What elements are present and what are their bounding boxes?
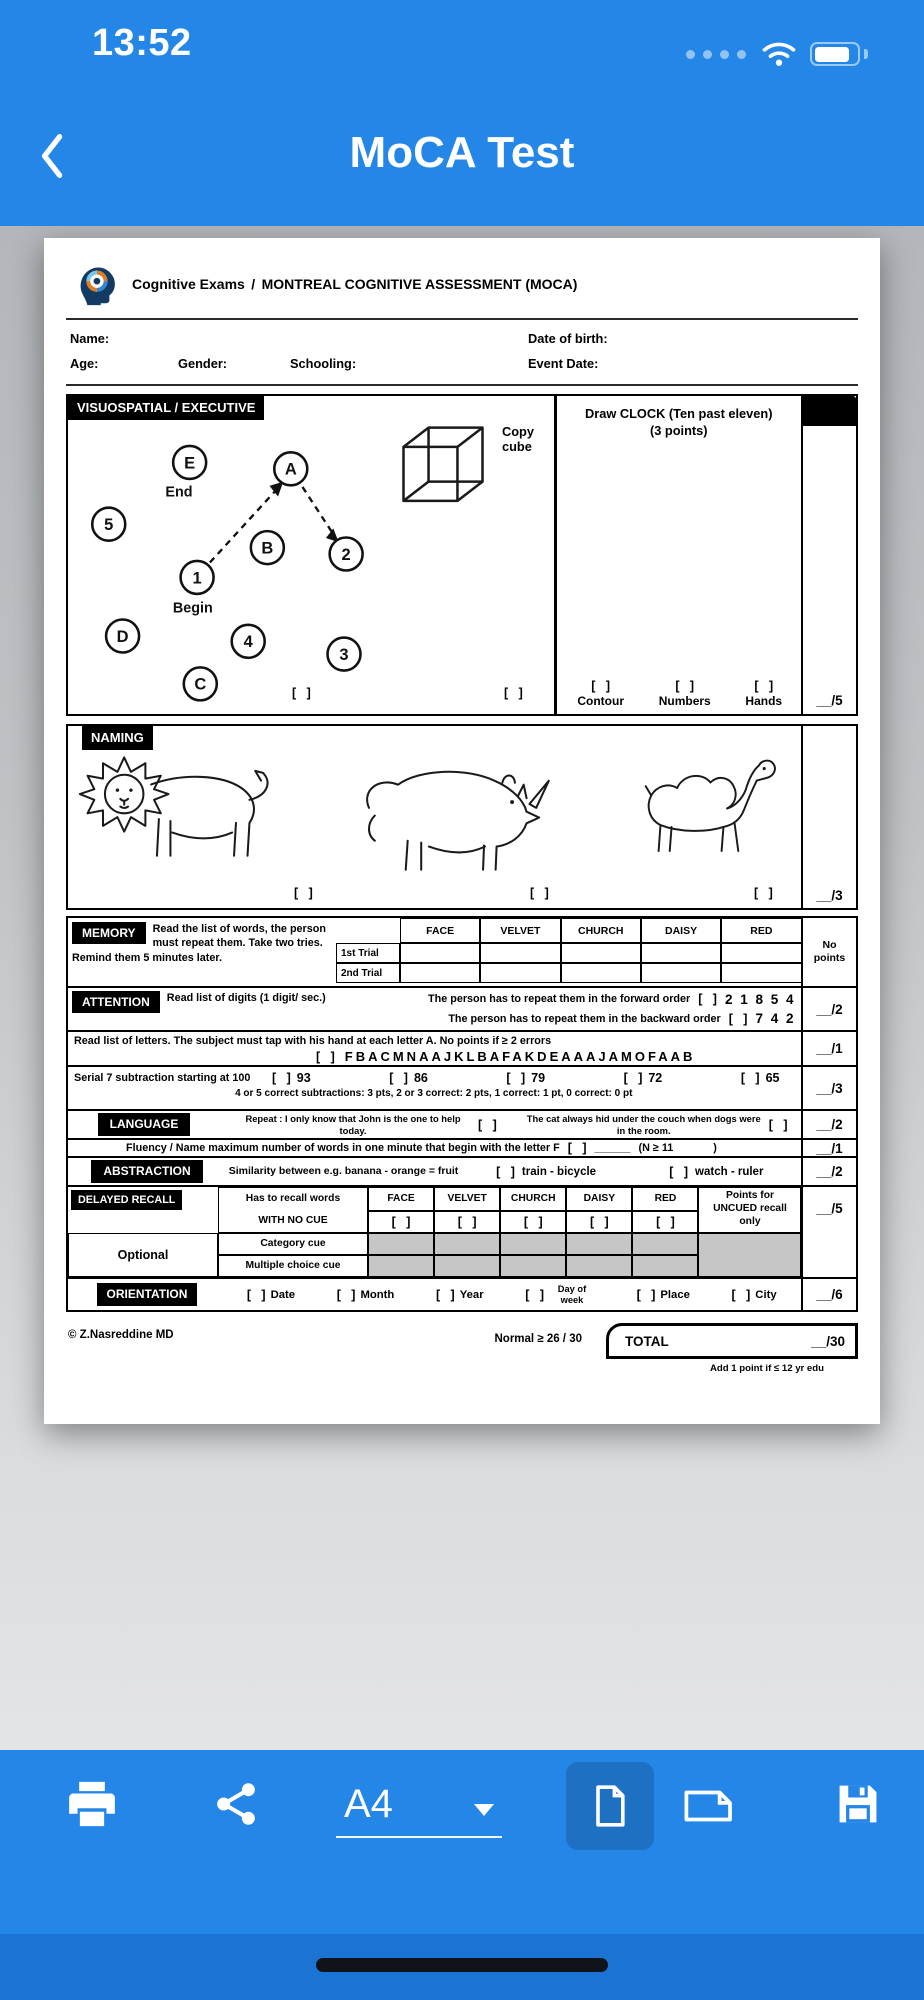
forward-digits: 2 1 8 5 4 [724,991,796,1007]
serial-value: 79 [531,1070,546,1085]
copy-cube-label: Copy cube [502,424,534,455]
total-score: __/30 [811,1333,845,1349]
category-cue-label: Category cue [218,1233,368,1255]
page-portrait-button[interactable] [566,1762,654,1850]
word-header: CHURCH [561,918,641,943]
language-score: __/2 [801,1109,858,1140]
shaded-cell [632,1255,698,1277]
repeat-sentence-2: The cat always hid under the couch when dogs were in the room. [526,1113,761,1136]
field-age-label: Age: [70,356,99,371]
trial-row-label: 1st Trial [336,943,400,963]
backward-instruction: The person has to repeat them in the backward order [448,1012,721,1025]
letters-sequence: FBACMNAAJKLBAFAKDEAAAJAMOFAAB [344,1049,696,1064]
trail-node: 2 [341,545,351,564]
language-section [66,1109,858,1140]
fluency-criterion: (N ≥ 11 [638,1142,674,1154]
serial-scoring-note: 4 or 5 correct subtractions: 3 pts, 2 or 3 correct: 2 pts, 1 correct: 1 pt, 0 correct: 0 pt [235,1087,633,1099]
shaded-cell [500,1233,566,1255]
save-icon [832,1778,884,1830]
trail-end-label: End [165,484,193,501]
word-header: VELVET [434,1187,500,1211]
table-cell [641,943,721,963]
camel-drawing [616,738,792,879]
serial-value: 65 [765,1070,780,1085]
attention-serial-row [66,1065,858,1112]
checkbox: [ ] [336,1287,356,1302]
checkbox: [ ] [504,686,523,700]
section-label-orientation: ORIENTATION [97,1283,198,1305]
trail-node: A [284,460,297,479]
fluency-row: Fluency / Name maximum number of words in one minute that begin with the letter F [ ] ______ (N ≥ 11 ) __/1 [66,1138,858,1159]
checkbox: [ ] [754,679,774,693]
orientation-item: Month [360,1288,395,1301]
shaded-cell [434,1255,500,1277]
breadcrumb-separator: / [251,276,256,292]
orientation-section [66,1277,858,1312]
checkbox: [ ] [669,1164,689,1179]
trail-node: B [261,539,274,558]
page-portrait-icon [586,1782,634,1830]
print-button[interactable] [64,1776,120,1837]
fluency-score: __/1 [801,1138,858,1159]
field-event-date-label: Event Date: [528,356,599,371]
checkbox: [ ] [496,1164,515,1179]
normal-threshold: Normal ≥ 26 / 30 [494,1333,582,1345]
home-indicator[interactable] [316,1958,608,1972]
letters-instruction: Read list of letters. The subject must tap with his hand at each letter A. No points if ≥ 2 errors [74,1035,552,1047]
attention-digits-row [66,986,858,1033]
shaded-cell [500,1255,566,1277]
checkbox: [ ] [754,886,773,900]
section-label-attention: ATTENTION [72,991,160,1013]
cube-drawing [390,418,496,511]
checkbox: [ ] [294,886,313,900]
orientation-item: City [755,1288,777,1301]
word-header: DAISY [566,1187,632,1211]
divider [554,396,557,714]
orientation-item: Date [270,1288,296,1301]
digits-score: __/2 [801,986,858,1033]
table-cell [561,963,641,983]
field-dob-label: Date of birth: [528,331,608,346]
memory-section [66,916,858,988]
orientation-item: Place [660,1288,690,1301]
divider [66,384,858,386]
delayed-recall-section [66,1185,858,1280]
checkbox: [ ] [636,1287,656,1302]
checkbox: [ ] [525,1287,544,1302]
patient-fields [66,320,858,384]
uncued-note: Points for UNCUED recall only [698,1187,801,1233]
breadcrumb-app: Cognitive Exams [132,276,245,292]
orientation-item: Year [459,1288,484,1301]
field-schooling-label: Schooling: [290,356,357,371]
hands-label: Hands [745,694,783,708]
checkbox: [ ] [530,886,549,900]
share-button[interactable] [210,1778,262,1835]
recall-checkbox-cell: [ ] [632,1211,698,1233]
section-label-visuospatial: VISUOSPATIAL / EXECUTIVE [68,396,264,420]
shaded-cell [368,1255,434,1277]
section-label-memory: MEMORY [72,922,146,944]
word-header: CHURCH [500,1187,566,1211]
document-title: MONTREAL COGNITIVE ASSESSMENT (MOCA) [261,276,578,292]
visuospatial-score: __/5 [801,394,858,716]
shaded-cell [368,1233,434,1255]
abstraction-pair-1: train - bicycle [521,1165,597,1178]
cellular-signal-icon [686,50,746,59]
memory-score: No points [801,916,858,988]
chevron-down-icon [474,1804,494,1816]
fluency-blank: ______ [594,1142,631,1154]
document-page[interactable] [44,238,880,1424]
education-note: Add 1 point if ≤ 12 yr edu [709,1363,824,1374]
section-label-naming: NAMING [82,726,153,750]
page-title: MoCA Test [349,128,575,177]
checkbox: [ ] [698,992,717,1007]
recall-checkbox-cell: [ ] [566,1211,632,1233]
paper-size-value: A4 [344,1782,393,1826]
optional-label: Optional [68,1233,218,1277]
recall-instruction: Has to recall words WITH NO CUE [218,1187,368,1233]
checkbox: [ ] [506,1070,526,1085]
field-name-label: Name: [70,331,110,346]
digits-instruction: Read list of digits (1 digit/ sec.) [166,991,326,1004]
word-header: RED [721,918,801,943]
section-label-delayed-recall: DELAYED RECALL [71,1190,182,1211]
total-box [606,1323,858,1359]
clock-instruction: Draw CLOCK (Ten past eleven) (3 points) [585,406,773,438]
total-label: TOTAL [625,1333,669,1349]
checkbox: [ ] [740,1070,760,1085]
page-landscape-icon [681,1781,735,1831]
abstraction-pair-2: watch - ruler [695,1165,764,1178]
letters-score: __/1 [801,1030,858,1067]
serial-value: 93 [296,1070,311,1085]
fluency-instruction: Fluency / Name maximum number of words in one minute that begin with the letter F [126,1142,560,1154]
recall-checkbox-cell: [ ] [368,1211,434,1233]
naming-score: __/3 [801,724,858,910]
word-header: DAISY [641,918,721,943]
page-landscape-button[interactable] [664,1762,752,1850]
table-cell [721,943,801,963]
memory-instruction: Read the list of words, the person must repeat them. Take two tries. Remind them 5 minutes later. [72,923,326,964]
shaded-cell [698,1233,801,1277]
checkbox: [ ] [623,1070,643,1085]
numbers-label: Numbers [658,694,711,708]
table-cell [480,943,560,963]
checkbox: [ ] [389,1070,408,1085]
orientation-score: __/6 [801,1277,858,1312]
naming-section [66,724,858,910]
document-footer [66,1321,858,1383]
table-cell [561,943,641,963]
serial-instruction: Serial 7 subtraction starting at 100 [74,1071,251,1084]
trail-node: 4 [243,633,253,652]
word-header: RED [632,1187,698,1211]
corner-tab [803,396,856,426]
rhinoceros-drawing [340,746,572,893]
trail-begin-label: Begin [172,600,213,617]
print-icon [64,1776,120,1832]
backward-digits: 7 4 2 [755,1011,796,1027]
memory-table [336,918,802,986]
recall-checkbox-cell: [ ] [500,1211,566,1233]
checkbox: [ ] [316,1049,335,1064]
repeat-sentence-1: Repeat : I only know that John is the one to help today. [245,1113,461,1136]
abstraction-score: __/2 [801,1156,858,1187]
multiple-choice-cue-label: Multiple choice cue [218,1255,368,1277]
table-cell [480,963,560,983]
checkbox: [ ] [272,1070,291,1085]
checkbox: [ ] [591,679,611,693]
shaded-cell [566,1255,632,1277]
checkbox: [ ] [768,1117,788,1132]
wifi-icon [761,40,797,68]
checkbox: [ ] [728,1011,748,1026]
section-label-language: LANGUAGE [98,1113,191,1135]
word-header: FACE [368,1187,434,1211]
abstraction-instruction: Similarity between e.g. banana - orange = fruit [228,1165,459,1178]
checkbox: [ ] [675,679,695,693]
shaded-cell [566,1233,632,1255]
back-button[interactable] [36,126,92,186]
forward-instruction: The person has to repeat them in the forward order [428,993,691,1006]
status-time: 13:52 [92,22,192,64]
battery-nub [864,49,868,59]
share-icon [210,1778,262,1830]
moca-form [66,394,858,1312]
home-bar-area [0,1934,924,2000]
section-label-abstraction: ABSTRACTION [91,1160,202,1182]
paper-size-select[interactable] [336,1770,502,1838]
orientation-item: Day of week [557,1284,587,1305]
brain-logo-icon [72,262,118,308]
chevron-left-icon [36,130,66,182]
abstraction-section [66,1156,858,1187]
word-header: VELVET [480,918,560,943]
trail-node: 1 [192,569,202,588]
checkbox: [ ] [478,1117,497,1132]
table-cell [721,963,801,983]
serial-score: __/3 [801,1065,858,1112]
shaded-cell [434,1233,500,1255]
bottom-toolbar [0,1750,924,1934]
trail-node: E [184,454,196,473]
trail-node: D [116,627,129,646]
trail-node: C [194,675,207,694]
checkbox: [ ] [567,1141,587,1155]
trail-making-diagram [80,422,410,712]
trail-node: 5 [104,516,114,535]
checkbox: [ ] [435,1287,455,1302]
document-header [66,260,858,318]
visuospatial-section [66,394,858,716]
shaded-cell [632,1233,698,1255]
battery-icon [810,42,860,66]
contour-label: Contour [577,694,624,708]
delayed-recall-score: __/5 [801,1185,858,1280]
copyright: © Z.Nasreddine MD [68,1329,174,1341]
checkbox: [ ] [292,686,311,700]
field-gender-label: Gender: [178,356,228,371]
checkbox: [ ] [246,1287,266,1302]
serial-value: 72 [648,1070,663,1085]
table-cell [641,963,721,983]
trial-row-label: 2nd Trial [336,963,400,983]
trail-node: 3 [339,645,349,664]
table-cell [400,943,480,963]
serial-value: 86 [413,1070,428,1085]
clock-score-items [560,679,800,708]
lion-drawing [76,742,288,888]
recall-checkbox-cell: [ ] [434,1211,500,1233]
status-icons [686,40,868,68]
table-cell [400,963,480,983]
save-button[interactable] [832,1778,884,1835]
checkbox: [ ] [731,1287,751,1302]
navigation-bar [0,0,924,226]
word-header: FACE [400,918,480,943]
attention-letters-row [66,1030,858,1067]
